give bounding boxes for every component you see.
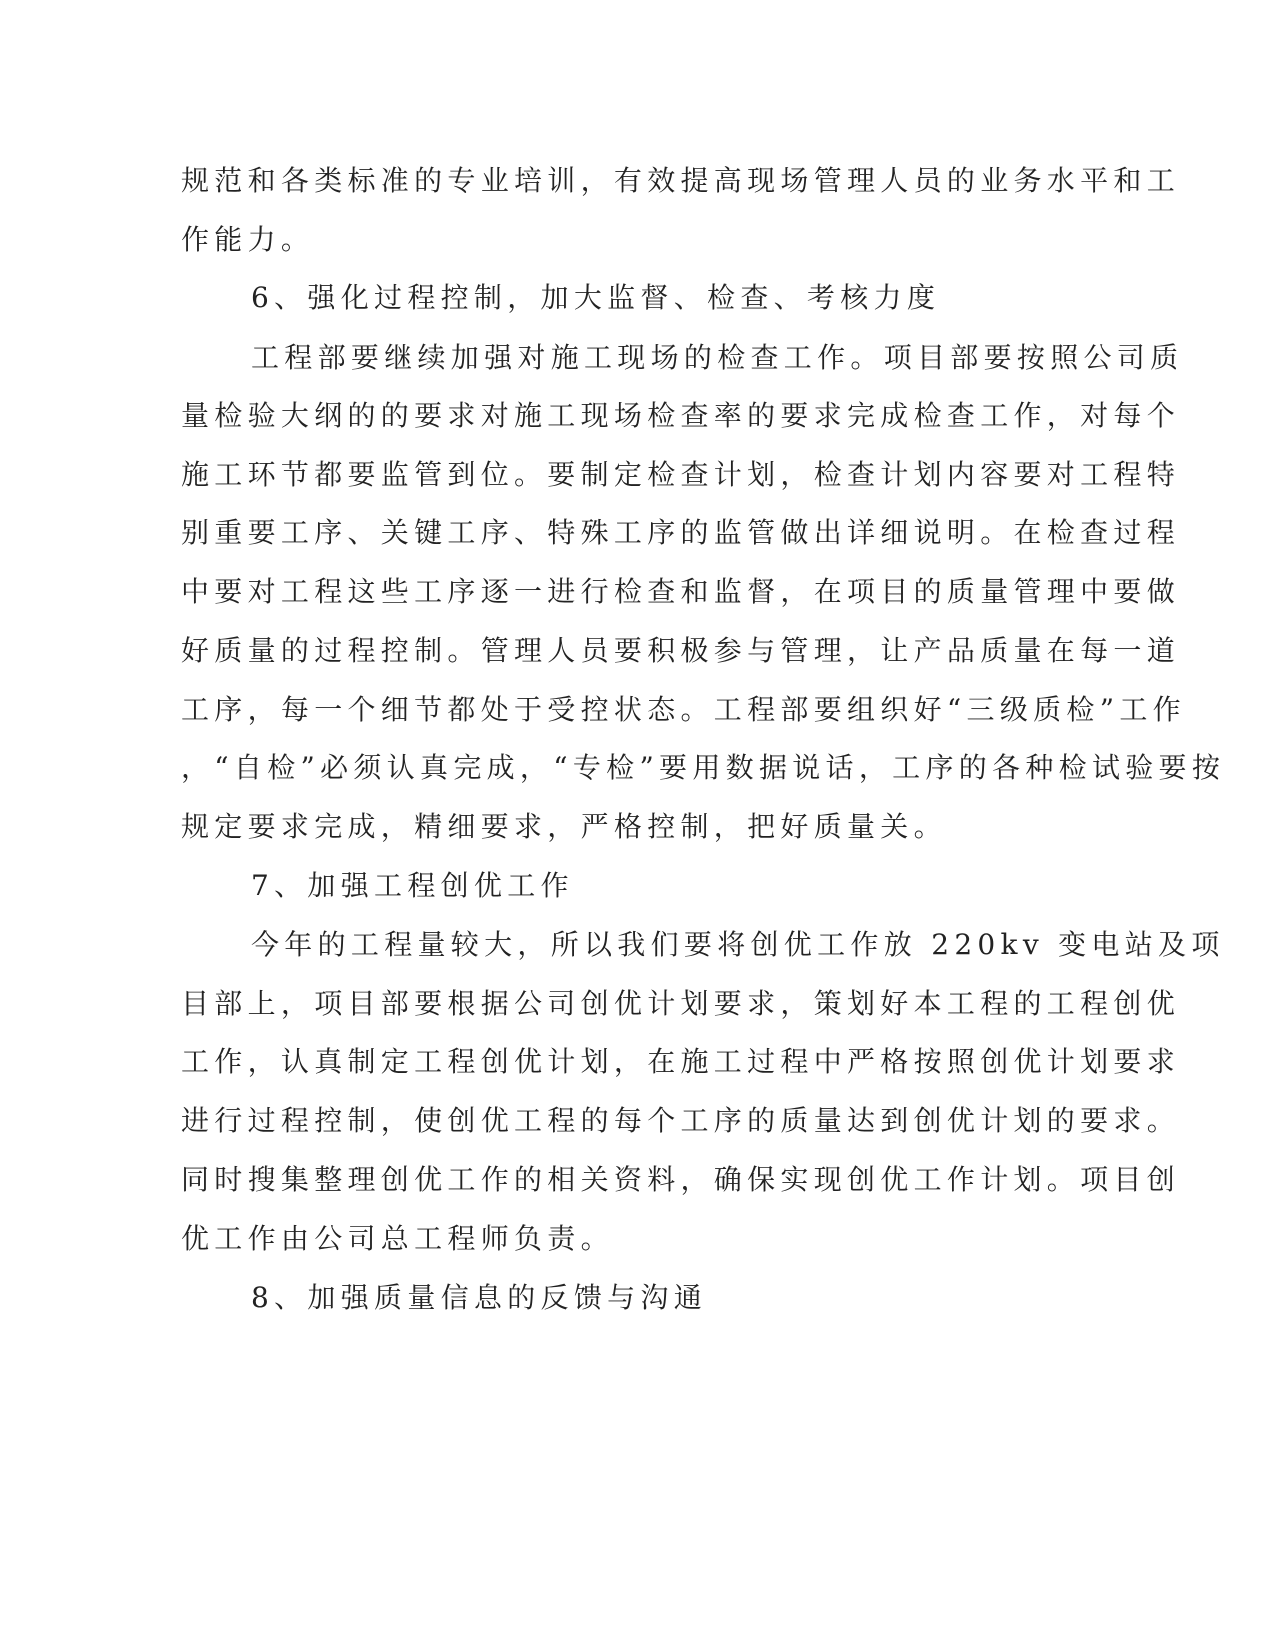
text-line: 施工环节都要监管到位。要制定检查计划，检查计划内容要对工程特 [181,458,1181,491]
text-line: 规范和各类标准的专业培训，有效提高现场管理人员的业务水平和工 [181,164,1181,197]
text-line: ，“自检”必须认真完成，“专检”要用数据说话，工序的各种检试验要按 [181,751,1226,784]
text-line: 今年的工程量较大，所以我们要将创优工作放 220kv 变电站及项 [251,928,1225,961]
text-line: 中要对工程这些工序逐一进行检查和监督，在项目的质量管理中要做 [181,575,1181,608]
section-heading: 7、加强工程创优工作 [251,869,574,902]
text-line: 工序，每一个细节都处于受控状态。工程部要组织好“三级质检”工作 [181,693,1186,726]
text-line: 同时搜集整理创优工作的相关资料，确保实现创优工作计划。项目创 [181,1163,1181,1196]
section-heading: 8、加强质量信息的反馈与沟通 [251,1281,708,1314]
text-line: 工作，认真制定工程创优计划，在施工过程中严格按照创优计划要求 [181,1045,1181,1078]
text-line: 好质量的过程控制。管理人员要积极参与管理，让产品质量在每一道 [181,634,1181,667]
text-line: 规定要求完成，精细要求，严格控制，把好质量关。 [181,810,947,843]
section-heading: 6、强化过程控制，加大监督、检查、考核力度 [251,281,941,314]
text-line: 量检验大纲的的要求对施工现场检查率的要求完成检查工作，对每个 [181,399,1181,432]
text-line: 优工作由公司总工程师负责。 [181,1222,614,1255]
text-line: 目部上，项目部要根据公司创优计划要求，策划好本工程的工程创优 [181,987,1181,1020]
text-line: 别重要工序、关键工序、特殊工序的监管做出详细说明。在检查过程 [181,516,1181,549]
text-line: 进行过程控制，使创优工程的每个工序的质量达到创优计划的要求。 [181,1104,1181,1137]
text-line: 作能力。 [181,223,315,256]
text-line: 工程部要继续加强对施工现场的检查工作。项目部要按照公司质 [251,341,1184,374]
